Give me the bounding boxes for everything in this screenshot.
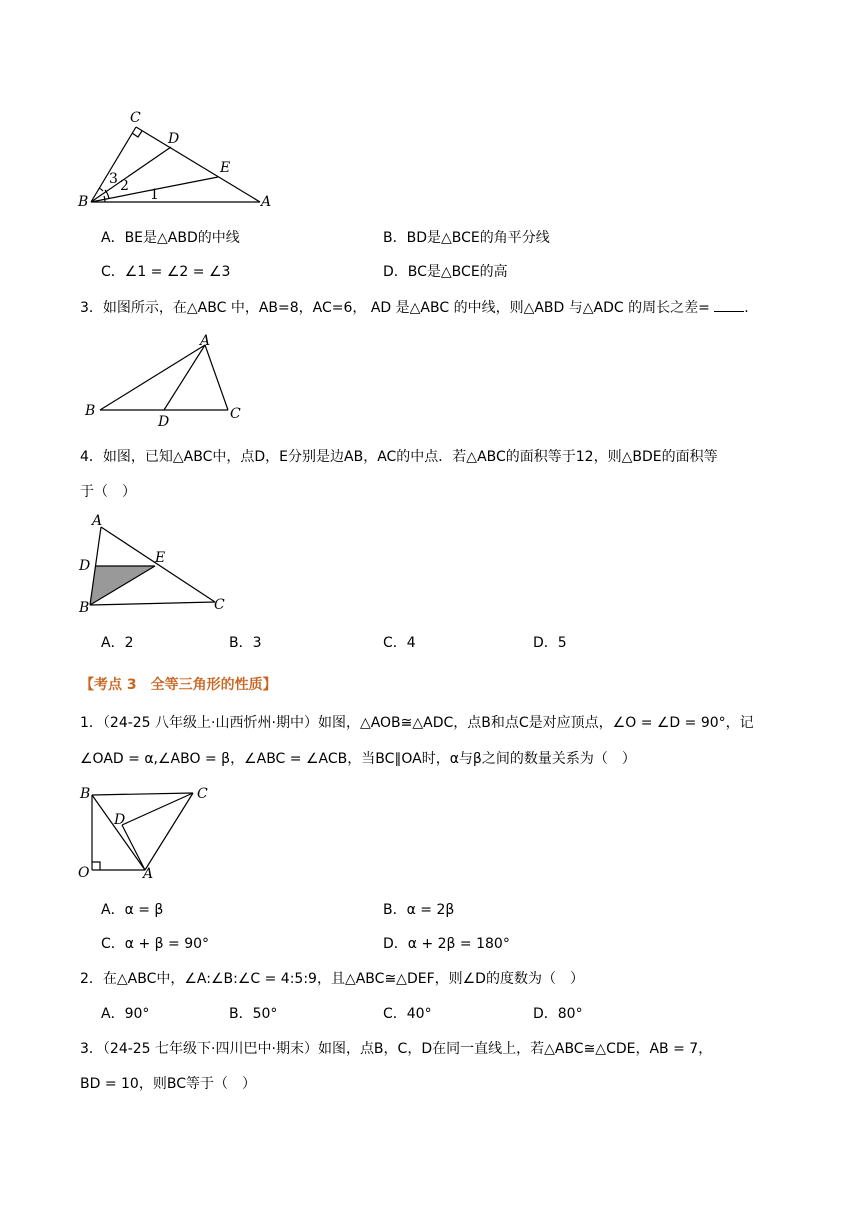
s3q2-text: 2．在△ABC中，∠A:∠B:∠C = 4:5:9，且△ABC≅△DEF，则∠D的度数为（ ）: [80, 971, 584, 987]
fig5-label-O: O: [78, 865, 90, 881]
fig3-label-C: C: [230, 406, 241, 422]
fig3-label-B: B: [85, 403, 96, 419]
q2-option-a: A．BE是△ABD的中线: [101, 230, 240, 246]
fig5-label-A: A: [143, 866, 154, 882]
fig4-label-D: D: [79, 558, 91, 574]
fig3-label-A: A: [200, 333, 211, 349]
s3q1-option-b: B．α = 2β: [383, 902, 455, 918]
s3q1-line2: ∠OAD = α,∠ABO = β，∠ABC = ∠ACB，当BC∥OA时，α与β之间的数量关系为（ ）: [80, 751, 636, 767]
fig-label-3: 3: [109, 171, 118, 187]
q4-option-d: D．5: [533, 635, 567, 651]
fig4-label-A: A: [92, 513, 103, 529]
s3q3-line2: BD = 10，则BC等于（ ）: [80, 1076, 256, 1092]
fig5-label-C: C: [197, 786, 208, 802]
s3q3-line1: 3．（24-25 七年级下·四川巴中·期末）如图，点B，C，D在同一直线上，若△ABC≅△CDE，AB = 7，: [80, 1041, 713, 1057]
fig4-label-C: C: [214, 597, 225, 613]
s3q1-option-a: A．α = β: [101, 902, 164, 918]
s3q2-option-c: C．40°: [383, 1006, 432, 1022]
q3-text: [80, 299, 749, 317]
fig-label-B: B: [78, 194, 89, 210]
q4-line1: 4．如图，已知△ABC中，点D，E分别是边AB，AC的中点．若△ABC的面积等于12，则△BDE的面积等: [80, 449, 718, 465]
q4-option-a: A．2: [101, 635, 134, 651]
fig-label-1: 1: [150, 187, 159, 203]
fig-label-D: D: [168, 131, 180, 147]
q3-answer-blank[interactable]: [714, 299, 744, 312]
q3-question: 3．如图所示，在△ABC 中，AB=8，AC=6， AD 是△ABC 的中线，则△ABD 与△ADC 的周长之差=: [80, 300, 710, 316]
fig3-label-D: D: [158, 414, 170, 430]
q4-option-c: C．4: [383, 635, 416, 651]
q2-option-d: D．BC是△BCE的高: [383, 264, 508, 280]
q4-line2: 于（ ）: [80, 484, 136, 500]
s3q1-option-c: C．α + β = 90°: [101, 936, 210, 952]
fig5-label-D: D: [114, 812, 126, 828]
q2-option-b: B．BD是△BCE的角平分线: [383, 230, 550, 246]
q2-option-c: C．∠1 = ∠2 = ∠3: [101, 264, 231, 280]
section-heading: 【考点 3 全等三角形的性质】: [80, 677, 277, 693]
fig5-label-B: B: [80, 786, 91, 802]
fig-label-C: C: [130, 110, 141, 126]
fig4-label-B: B: [79, 600, 90, 616]
q3-end: .: [744, 300, 749, 316]
q4-option-b: B．3: [229, 635, 262, 651]
fig-label-E: E: [220, 160, 231, 176]
s3q1-option-d: D．α + 2β = 180°: [383, 936, 510, 952]
s3q1-figure: [75, 783, 225, 883]
fig-label-A: A: [261, 194, 272, 210]
q4-figure: [75, 512, 235, 622]
q3-figure: [80, 335, 260, 430]
s3q2-option-b: B．50°: [229, 1006, 278, 1022]
q2-figure: [75, 105, 275, 215]
s3q1-line1: 1．（24-25 八年级上·山西忻州·期中）如图，△AOB≅△ADC，点B和点C是对应顶点，∠O = ∠D = 90°，记: [80, 715, 754, 731]
s3q2-option-a: A．90°: [101, 1006, 150, 1022]
fig-label-2: 2: [120, 178, 129, 194]
fig4-label-E: E: [155, 550, 166, 566]
s3q2-option-d: D．80°: [533, 1006, 583, 1022]
